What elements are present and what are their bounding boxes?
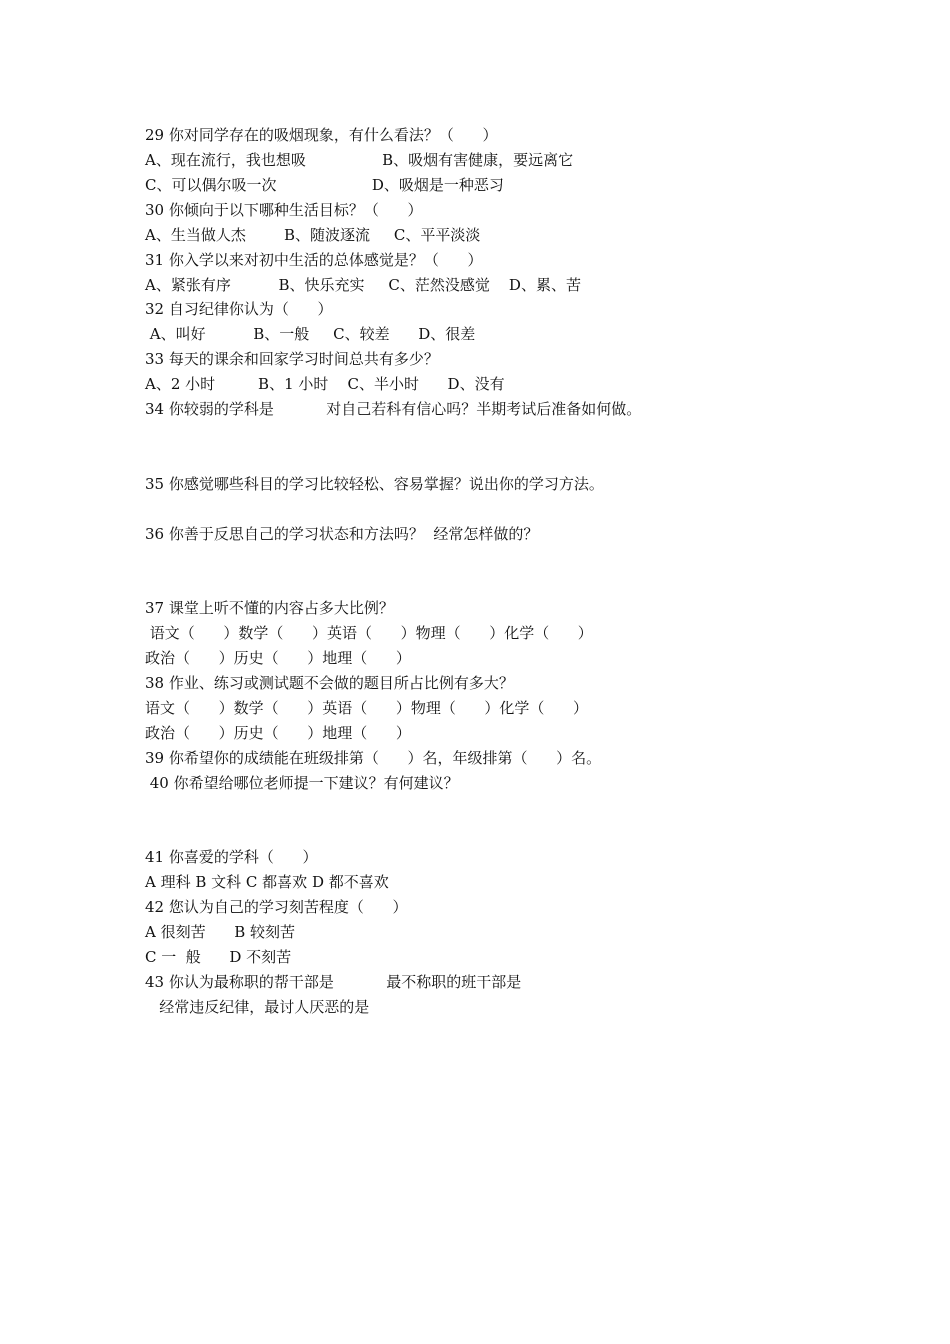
question-41-options: A 理科 B 文科 C 都喜欢 D 都不喜欢 xyxy=(145,873,389,891)
question-31: 31 你入学以来对初中生活的总体感觉是？（ ） xyxy=(145,251,483,269)
question-37-subjects-row1: 语文（ ）数学（ ）英语（ ）物理（ ）化学（ ） xyxy=(145,624,593,642)
question-29-options-cd: C、可以偶尔吸一次 D、吸烟是一种恶习 xyxy=(145,176,504,194)
question-38-subjects-row2: 政治（ ）历史（ ）地理（ ） xyxy=(145,724,411,742)
question-33-options: A、2 小时 B、1 小时 C、半小时 D、没有 xyxy=(145,375,505,393)
question-30-options: A、生当做人杰 B、随波逐流 C、平平淡淡 xyxy=(145,226,481,244)
question-35: 35 你感觉哪些科目的学习比较轻松、容易掌握？说出你的学习方法。 xyxy=(145,475,604,493)
question-29-options-ab: A、现在流行，我也想吸 B、吸烟有害健康，要远离它 xyxy=(145,151,574,169)
question-33: 33 每天的课余和回家学习时间总共有多少？ xyxy=(145,350,439,368)
question-38-subjects-row1: 语文（ ）数学（ ）英语（ ）物理（ ）化学（ ） xyxy=(145,699,589,717)
question-39: 39 你希望你的成绩能在班级排第（ ）名，年级排第（ ）名。 xyxy=(145,749,602,767)
question-29: 29 你对同学存在的吸烟现象，有什么看法？（ ） xyxy=(145,126,498,144)
question-38: 38 作业、练习或测试题不会做的题目所占比例有多大？ xyxy=(145,674,514,692)
question-40: 40 你希望给哪位老师提一下建议？有何建议？ xyxy=(145,774,459,792)
question-43: 43 你认为最称职的帮干部是 最不称职的班干部是 xyxy=(145,973,522,991)
question-42-options-ab: A 很刻苦 B 较刻苦 xyxy=(145,923,296,941)
question-41: 41 你喜爱的学科（ ） xyxy=(145,848,318,866)
question-32: 32 自习纪律你认为（ ） xyxy=(145,300,333,318)
question-36: 36 你善于反思自己的学习状态和方法吗？ 经常怎样做的？ xyxy=(145,525,539,543)
question-42-options-cd: C 一 般 D 不刻苦 xyxy=(145,948,292,966)
question-32-options: A、叫好 B、一般 C、较差 D、很差 xyxy=(145,325,476,343)
question-30: 30 你倾向于以下哪种生活目标？（ ） xyxy=(145,201,423,219)
question-34: 34 你较弱的学科是 对自己若科有信心吗？半期考试后准备如何做。 xyxy=(145,400,642,418)
question-37: 37 课堂上听不懂的内容占多大比例？ xyxy=(145,599,394,617)
question-42: 42 您认为自己的学习刻苦程度（ ） xyxy=(145,898,408,916)
question-31-options: A、紧张有序 B、快乐充实 C、茫然没感觉 D、累、苦 xyxy=(145,276,581,294)
question-37-subjects-row2: 政治（ ）历史（ ）地理（ ） xyxy=(145,649,411,667)
question-43-continued: 经常违反纪律，最讨人厌恶的是 xyxy=(145,998,370,1016)
